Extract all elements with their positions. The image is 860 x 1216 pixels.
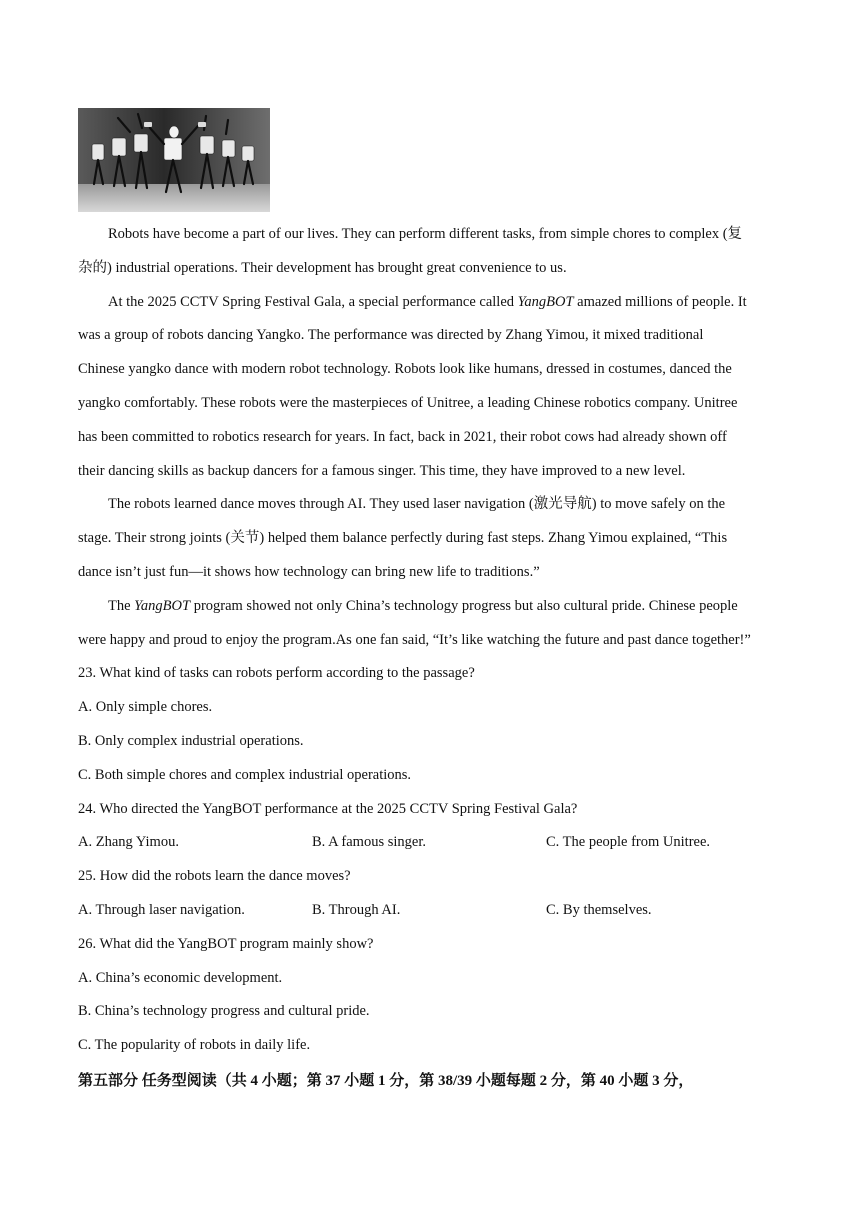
option-23-b: B. Only complex industrial operations. [78, 732, 304, 749]
question-26: 26. What did the YangBOT program mainly show? [78, 935, 374, 952]
reading-passage-block [78, 218, 788, 1098]
passage-line: 杂的) industrial operations. Their development has brought great convenience to us. [78, 259, 567, 276]
option-23-a: A. Only simple chores. [78, 699, 213, 716]
passage-line [78, 286, 788, 320]
option-25-b: B. Through AI. [312, 901, 401, 918]
option-26-c: C. The popularity of robots in daily life. [78, 1037, 311, 1054]
passage-text: program showed not only China’s technology progress but also cultural pride. Chinese people [190, 597, 738, 614]
option-24-c: C. The people from Unitree. [546, 834, 711, 851]
passage-line: Chinese yangko dance with modern robot technology. Robots look like humans, dressed in costumes, danced the [78, 361, 732, 378]
robot-dance-photo [78, 108, 270, 212]
passage-text: The [108, 597, 135, 614]
option-23-c: C. Both simple chores and complex industrial operations. [78, 766, 412, 783]
passage-line [78, 590, 788, 624]
passage-text: At the 2025 CCTV Spring Festival Gala, a special performance called [108, 293, 518, 310]
option-24-a: A. Zhang Yimou. [78, 834, 179, 851]
passage-line: The robots learned dance moves through AI. They used laser navigation (激光导航) to move safely on the [108, 496, 726, 513]
question-23: 23. What kind of tasks can robots perform according to the passage? [78, 665, 475, 682]
options-row-24 [78, 826, 788, 860]
passage-line: yangko comfortably. These robots were the masterpieces of Unitree, a leading Chinese robotics company. Unitree [78, 394, 738, 411]
options-row-25 [78, 894, 788, 928]
question-25: 25. How did the robots learn the dance moves? [78, 868, 351, 885]
option-26-a: A. China’s economic development. [78, 969, 283, 986]
option-25-c: C. By themselves. [546, 901, 652, 918]
question-24: 24. Who directed the YangBOT performance at the 2025 CCTV Spring Festival Gala? [78, 800, 578, 817]
passage-line: stage. Their strong joints (关节) helped them balance perfectly during fast steps. Zhang Yimou explained, “This [78, 530, 728, 547]
passage-line: Robots have become a part of our lives. They can perform different tasks, from simple chores to complex (复 [108, 226, 743, 242]
passage-line: were happy and proud to enjoy the program.As one fan said, “It’s like watching the future and past dance together!” [78, 631, 751, 648]
section-heading: 第五部分 任务型阅读（共 4 小题；第 37 小题 1 分，第 38/39 小题每题 2 分，第 40 小题 3 分， [78, 1072, 694, 1089]
passage-line: has been committed to robotics research for years. In fact, back in 2021, their robot cows had already shown off [78, 428, 727, 445]
passage-line: their dancing skills as backup dancers for a famous singer. This time, they have improved to a new level. [78, 462, 686, 479]
program-title: YangBOT [517, 293, 574, 310]
program-title: YangBOT [134, 597, 191, 614]
option-26-b: B. China’s technology progress and cultural pride. [78, 1003, 370, 1020]
robot-dance-image [78, 108, 270, 212]
option-25-a: A. Through laser navigation. [78, 901, 245, 918]
passage-text: amazed millions of people. It [573, 293, 747, 310]
passage-line: was a group of robots dancing Yangko. The performance was directed by Zhang Yimou, it mixed traditional [78, 327, 704, 344]
option-24-b: B. A famous singer. [312, 834, 426, 851]
passage-line: dance isn’t just fun—it shows how technology can bring new life to traditions.” [78, 563, 540, 580]
